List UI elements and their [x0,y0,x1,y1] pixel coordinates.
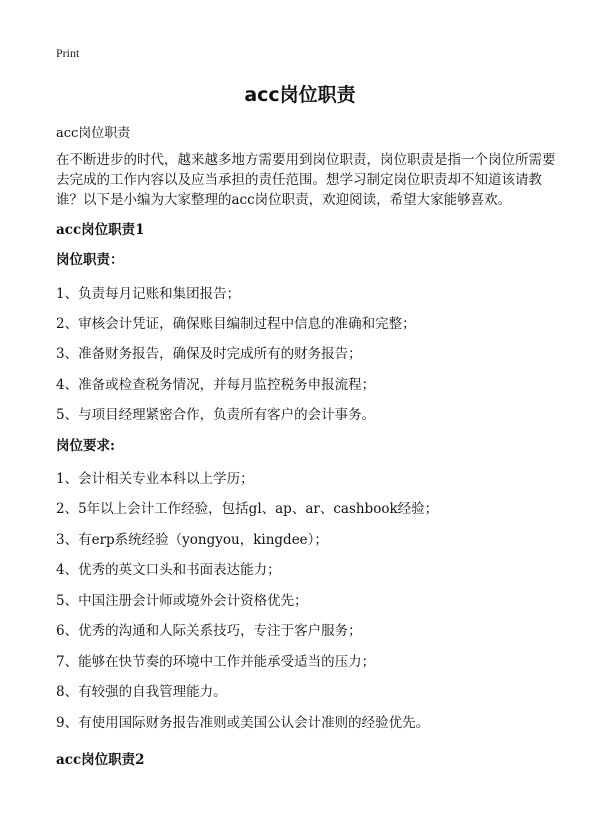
requirement-item: 2、5年以上会计工作经验，包括gl、ap、ar、cashbook经验； [56,501,439,517]
duty-item: 3、准备财务报告，确保及时完成所有的财务报告； [56,346,362,362]
requirement-item: 1、会计相关专业本科以上学历； [56,471,254,487]
requirements-heading: 岗位要求: [56,438,115,454]
duty-item: 2、审核会计凭证，确保账目编制过程中信息的准确和完整； [56,316,416,332]
document-subtitle: acc岗位职责 [56,126,131,141]
requirement-item: 5、中国注册会计师或境外会计资格优先； [56,593,308,609]
requirement-item: 7、能够在快节奏的环境中工作并能承受适当的压力； [56,654,376,670]
duties-heading: 岗位职责： [56,252,124,268]
requirement-item: 8、有较强的自我管理能力。 [56,684,227,700]
duty-item: 5、与项目经理紧密合作，负责所有客户的会计事务。 [56,407,376,423]
section-heading-2: acc岗位职责2 [56,752,145,768]
duty-item: 1、负责每月记账和集团报告； [56,286,241,302]
document-title: acc岗位职责 [244,84,356,106]
duty-item: 4、准备或检查税务情况，并每月监控税务申报流程； [56,377,376,393]
requirement-item: 6、优秀的沟通和人际关系技巧，专注于客户服务； [56,623,362,639]
print-link[interactable]: Print [56,46,80,60]
requirement-item: 9、有使用国际财务报告准则或美国公认会计准则的经验优先。 [56,715,430,731]
section-heading-1: acc岗位职责1 [56,222,145,238]
intro-paragraph: 在不断进步的时代，越来越多地方需要用到岗位职责，岗位职责是指一个岗位所需要去完成的工作内容以及应当承担的责任范围。想学习制定岗位职责却不知道该请教谁？以下是小编为大家整理的acc岗位职责，欢迎阅读，希望大家能够喜欢。 [56,152,556,208]
requirement-item: 4、优秀的英文口头和书面表达能力； [56,562,281,578]
requirement-item: 3、有erp系统经验（yongyou，kingdee）； [56,532,328,548]
